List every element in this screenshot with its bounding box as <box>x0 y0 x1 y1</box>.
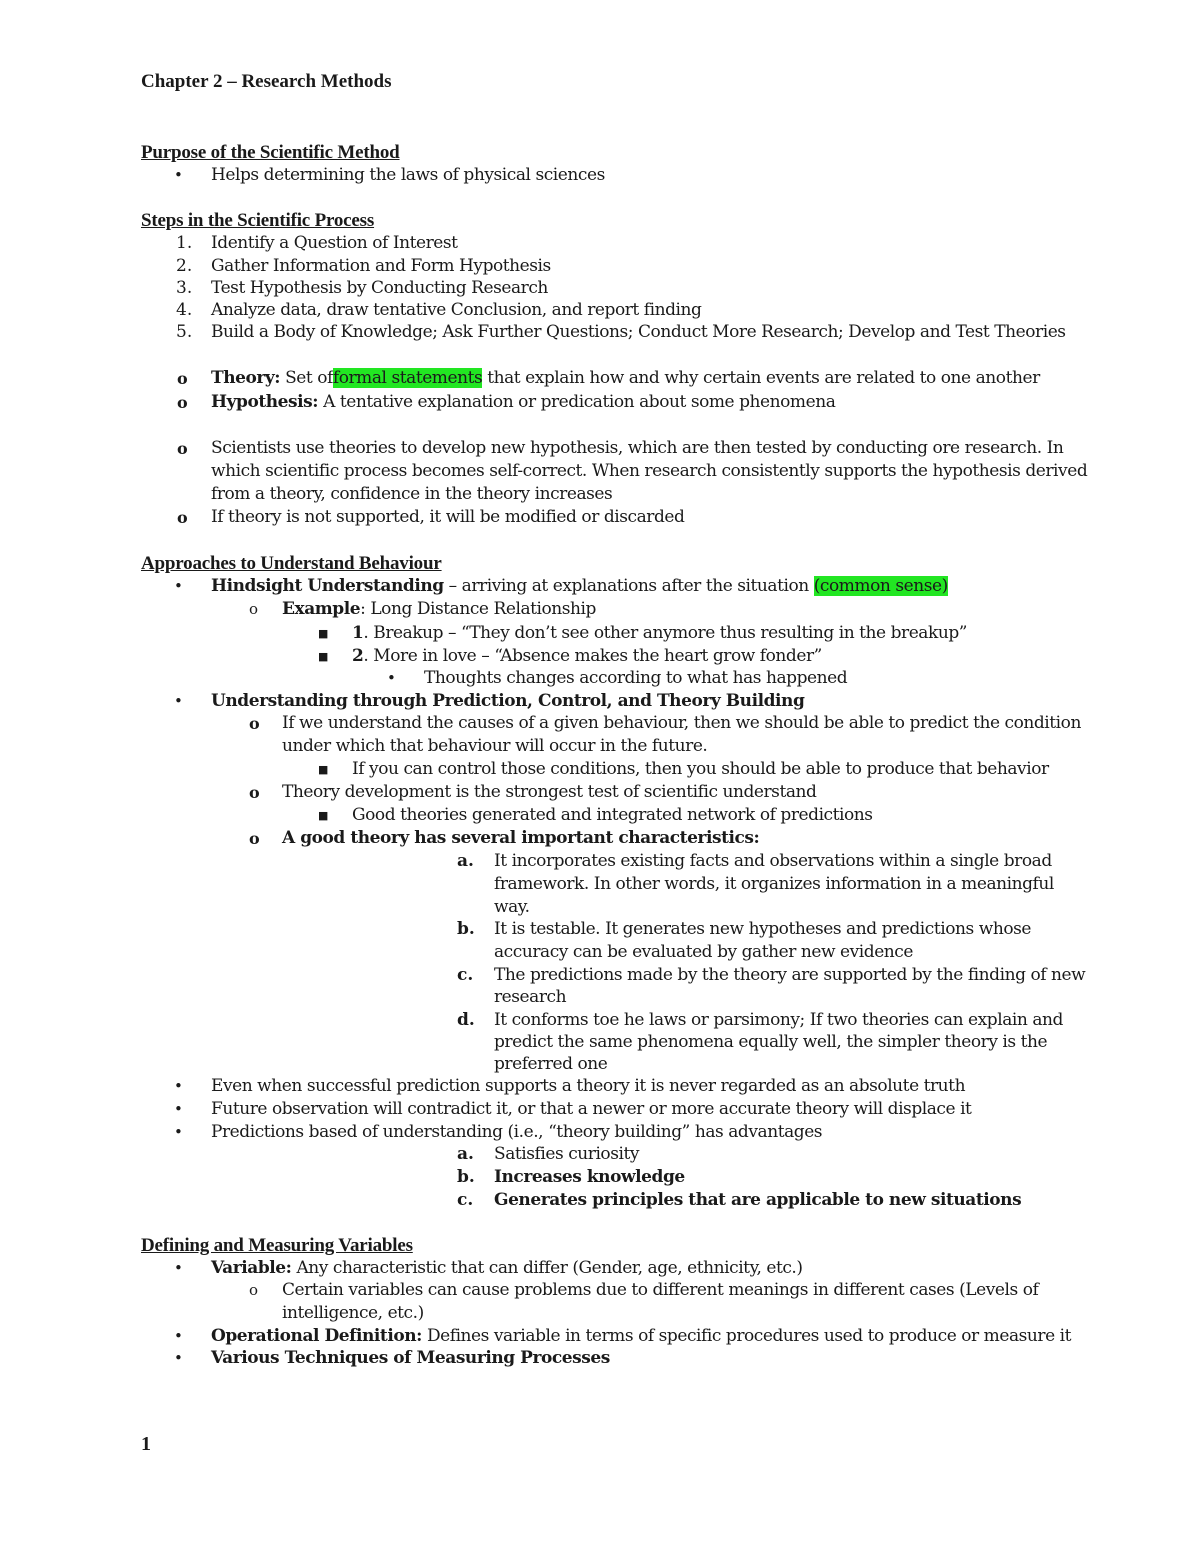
paragraph-line: The predictions made by the theory are supported by the finding of new <box>494 965 1086 985</box>
paragraph-line: accuracy can be evaluated by gather new evidence <box>494 942 913 962</box>
list-item: Even when successful prediction supports a theory it is never regarded as an absolute truth <box>211 1076 966 1096</box>
paragraph-line: Certain variables can cause problems due to different meanings in different cases (Levels of <box>282 1280 1039 1300</box>
example-number: 2 <box>352 646 364 666</box>
list-item: Various Techniques of Measuring Processes <box>211 1348 610 1368</box>
letter-marker: c. <box>457 1190 474 1210</box>
letter-marker: b. <box>457 1167 475 1187</box>
list-item: If you can control those conditions, then you should be able to produce that behavior <box>352 759 1049 779</box>
bullet-marker: • <box>387 669 396 687</box>
opdef-term: Operational Definition: <box>211 1326 422 1346</box>
step-number: 2. <box>176 256 193 276</box>
list-item: Future observation will contradict it, or that a newer or more accurate theory will displace it <box>211 1099 972 1119</box>
step-number: 3. <box>176 278 193 298</box>
bullet-marker: • <box>174 1327 183 1345</box>
theory-post: that explain how and why certain events are related to one another <box>487 368 1040 388</box>
document-title: Chapter 2 – Research Methods <box>141 71 392 92</box>
example-item <box>282 598 596 621</box>
square-marker: ■ <box>318 650 329 663</box>
list-item: Theory development is the strongest test of scientific understand <box>282 782 817 802</box>
list-item: Predictions based of understanding (i.e., “theory building” has advantages <box>211 1122 823 1142</box>
list-item: Satisfies curiosity <box>494 1144 640 1164</box>
example-def: : Long Distance Relationship <box>360 599 596 619</box>
paragraph-line: It conforms toe he laws or parsimony; If two theories can explain and <box>494 1010 1063 1030</box>
step-number: 4. <box>176 300 193 320</box>
section-heading-variables: Defining and Measuring Variables <box>141 1235 413 1256</box>
circle-marker: o <box>249 829 260 848</box>
circle-marker: o <box>177 369 188 388</box>
hindsight-def: – arriving at explanations after the situation <box>448 576 809 596</box>
letter-marker: d. <box>457 1010 475 1030</box>
square-marker: ■ <box>318 763 329 776</box>
circle-marker: o <box>249 600 259 618</box>
paragraph-line: intelligence, etc.) <box>282 1303 424 1323</box>
subsection-heading: A good theory has several important characteristics: <box>282 828 760 848</box>
list-item: Thoughts changes according to what has happened <box>424 668 848 688</box>
paragraph-line: framework. In other words, it organizes information in a meaningful <box>494 874 1054 894</box>
letter-marker: c. <box>457 965 474 985</box>
circle-marker: o <box>177 393 188 412</box>
paragraph-line: If we understand the causes of a given behaviour, then we should be able to predict the condition <box>282 713 1081 733</box>
example-subitem <box>352 622 967 645</box>
step-item: Gather Information and Form Hypothesis <box>211 256 551 276</box>
section-heading-purpose: Purpose of the Scientific Method <box>141 142 400 163</box>
circle-marker: o <box>177 439 188 458</box>
example-text: . Breakup – “They don’t see other anymore thus resulting in the breakup” <box>363 623 968 643</box>
step-number: 1. <box>176 233 193 253</box>
hindsight-term: Hindsight Understanding <box>211 576 444 596</box>
circle-marker: o <box>177 508 188 527</box>
paragraph-line: It is testable. It generates new hypotheses and predictions whose <box>494 919 1031 939</box>
bullet-marker: • <box>174 1123 183 1141</box>
step-item: Analyze data, draw tentative Conclusion, and report finding <box>211 300 702 320</box>
variable-term: Variable: <box>211 1258 292 1278</box>
circle-marker: o <box>249 783 260 802</box>
opdef-def: Defines variable in terms of specific procedures used to produce or measure it <box>426 1326 1072 1346</box>
hypothesis-def: A tentative explanation or predication about some phenomena <box>323 392 836 412</box>
paragraph-line: If theory is not supported, it will be modified or discarded <box>211 507 685 527</box>
step-item: Identify a Question of Interest <box>211 233 458 253</box>
theory-pre: Set of <box>285 368 333 388</box>
paragraph-line: way. <box>494 897 530 917</box>
list-item: Increases knowledge <box>494 1167 685 1187</box>
hypothesis-term: Hypothesis: <box>211 392 319 412</box>
example-text: . More in love – “Absence makes the heart grow fonder” <box>363 646 822 666</box>
circle-marker: o <box>249 1281 259 1299</box>
letter-marker: b. <box>457 919 475 939</box>
highlighted-text: (common sense) <box>813 576 948 596</box>
paragraph-line: predict the same phenomena equally well, the simpler theory is the <box>494 1032 1048 1052</box>
subsection-heading: Understanding through Prediction, Control, and Theory Building <box>211 691 805 711</box>
bullet-marker: • <box>174 166 183 184</box>
bullet-marker: • <box>174 692 183 710</box>
hindsight-item <box>211 575 948 598</box>
bullet-marker: • <box>174 577 183 595</box>
letter-marker: a. <box>457 851 474 871</box>
example-term: Example <box>282 599 361 619</box>
bullet-marker: • <box>174 1259 183 1277</box>
square-marker: ■ <box>318 809 329 822</box>
square-marker: ■ <box>318 627 329 640</box>
paragraph-line: research <box>494 987 567 1007</box>
circle-marker: o <box>249 714 260 733</box>
section-heading-approaches: Approaches to Understand Behaviour <box>141 553 442 574</box>
bullet-marker: • <box>174 1349 183 1367</box>
highlighted-text: formal statements <box>332 368 483 388</box>
paragraph-line: under which that behaviour will occur in the future. <box>282 736 708 756</box>
list-item: Generates principles that are applicable to new situations <box>494 1190 1022 1210</box>
page-number: 1 <box>141 1433 151 1455</box>
step-item: Test Hypothesis by Conducting Research <box>211 278 548 298</box>
bullet-marker: • <box>174 1077 183 1095</box>
operational-definition <box>211 1325 1071 1348</box>
list-item: Helps determining the laws of physical sciences <box>211 165 605 185</box>
paragraph-line: preferred one <box>494 1054 608 1074</box>
hypothesis-definition <box>211 391 835 414</box>
paragraph-line: It incorporates existing facts and observations within a single broad <box>494 851 1052 871</box>
theory-definition <box>211 367 1040 390</box>
paragraph-line: Scientists use theories to develop new hypothesis, which are then tested by conducting ore research. In <box>211 438 1064 458</box>
theory-term: Theory: <box>211 368 281 388</box>
example-subitem <box>352 645 822 668</box>
step-number: 5. <box>176 322 193 342</box>
paragraph-line: which scientific process becomes self-correct. When research consistently supports the hypothesis derived <box>211 461 1088 481</box>
variable-def: Any characteristic that can differ (Gender, age, ethnicity, etc.) <box>296 1258 803 1278</box>
list-item: Good theories generated and integrated network of predictions <box>352 805 873 825</box>
variable-definition <box>211 1257 803 1280</box>
letter-marker: a. <box>457 1144 474 1164</box>
step-item: Build a Body of Knowledge; Ask Further Questions; Conduct More Research; Develop and Test Theories <box>211 322 1066 342</box>
paragraph-line: from a theory, confidence in the theory increases <box>211 484 613 504</box>
section-heading-steps: Steps in the Scientific Process <box>141 210 375 231</box>
bullet-marker: • <box>174 1100 183 1118</box>
example-number: 1 <box>352 623 364 643</box>
